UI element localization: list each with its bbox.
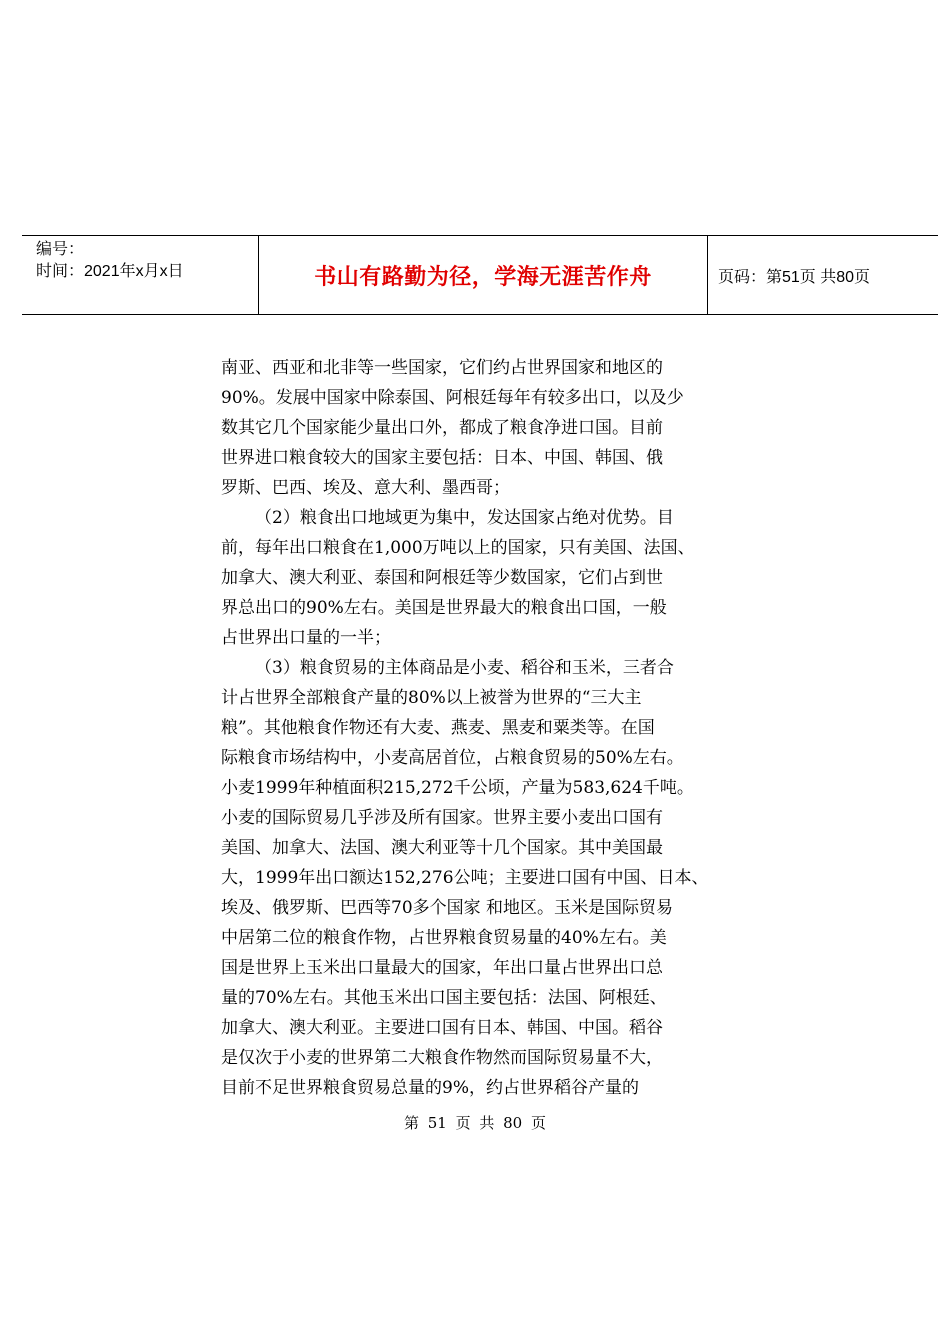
header-motto-cell: [258, 236, 708, 314]
page-footer: 第 51 页 共 80 页: [403, 1114, 546, 1132]
text-line: 量的70%左右。其他玉米出口国主要包括：法国、阿根廷、: [221, 988, 667, 1008]
body-text: [221, 353, 761, 1103]
text-line: 前，每年出口粮食在1,000万吨以上的国家，只有美国、法国、: [221, 538, 695, 558]
text-line: （2）粮食出口地域更为集中，发达国家占绝对优势。目: [255, 508, 674, 528]
header-page-cell: [708, 236, 938, 314]
text-line: 占世界出口量的一半；: [221, 628, 391, 648]
motto-text: 书山有路勤为径，学海无涯苦作舟: [314, 264, 652, 290]
text-line: （3）粮食贸易的主体商品是小麦、稻谷和玉米，三者合: [255, 658, 674, 678]
text-line: 埃及、俄罗斯、巴西等70多个国家 和地区。玉米是国际贸易: [221, 898, 674, 918]
text-line: 际粮食市场结构中，小麦高居首位，占粮食贸易的50%左右。: [221, 748, 684, 768]
header-meta-cell: [22, 236, 258, 314]
text-line: 加拿大、澳大利亚。主要进口国有日本、韩国、中国。稻谷: [221, 1018, 663, 1038]
text-line: 美国、加拿大、法国、澳大利亚等十几个国家。其中美国最: [221, 838, 663, 858]
text-line: 小麦1999年种植面积215,272千公顷，产量为583,624千吨。: [221, 778, 694, 798]
time-label: 时间：2021年x月x日: [36, 263, 184, 280]
text-line: 小麦的国际贸易几乎涉及所有国家。世界主要小麦出口国有: [221, 808, 663, 828]
text-line: 国是世界上玉米出口量最大的国家，年出口量占世界出口总: [221, 958, 663, 978]
text-line: 是仅次于小麦的世界第二大粮食作物然而国际贸易量不大，: [221, 1048, 663, 1068]
text-line: 90%。发展中国家中除泰国、阿根廷每年有较多出口，以及少: [221, 388, 684, 408]
text-line: 界总出口的90%左右。美国是世界最大的粮食出口国，一般: [221, 598, 667, 618]
text-line: 南亚、西亚和北非等一些国家，它们约占世界国家和地区的: [221, 358, 663, 378]
text-line: 中居第二位的粮食作物，占世界粮食贸易量的40%左右。美: [221, 928, 667, 948]
page-code: 页码：第51页 共80页: [718, 268, 871, 286]
text-line: 数其它几个国家能少量出口外，都成了粮食净进口国。目前: [221, 418, 663, 438]
text-line: 加拿大、澳大利亚、泰国和阿根廷等少数国家，它们占到世: [221, 568, 663, 588]
text-line: 粮”。其他粮食作物还有大麦、燕麦、黑麦和粟类等。在国: [221, 718, 655, 738]
text-line: 计占世界全部粮食产量的80%以上被誉为世界的“三大主: [221, 688, 642, 708]
text-line: 罗斯、巴西、埃及、意大利、墨西哥；: [221, 478, 510, 498]
text-line: 目前不足世界粮食贸易总量的9%，约占世界稻谷产量的: [221, 1078, 639, 1098]
number-label: 编号：: [36, 241, 85, 258]
text-line: 大，1999年出口额达152,276公吨；主要进口国有中国、日本、: [221, 868, 709, 888]
document-header: [22, 235, 938, 315]
text-line: 世界进口粮食较大的国家主要包括：日本、中国、韩国、俄: [221, 448, 663, 468]
